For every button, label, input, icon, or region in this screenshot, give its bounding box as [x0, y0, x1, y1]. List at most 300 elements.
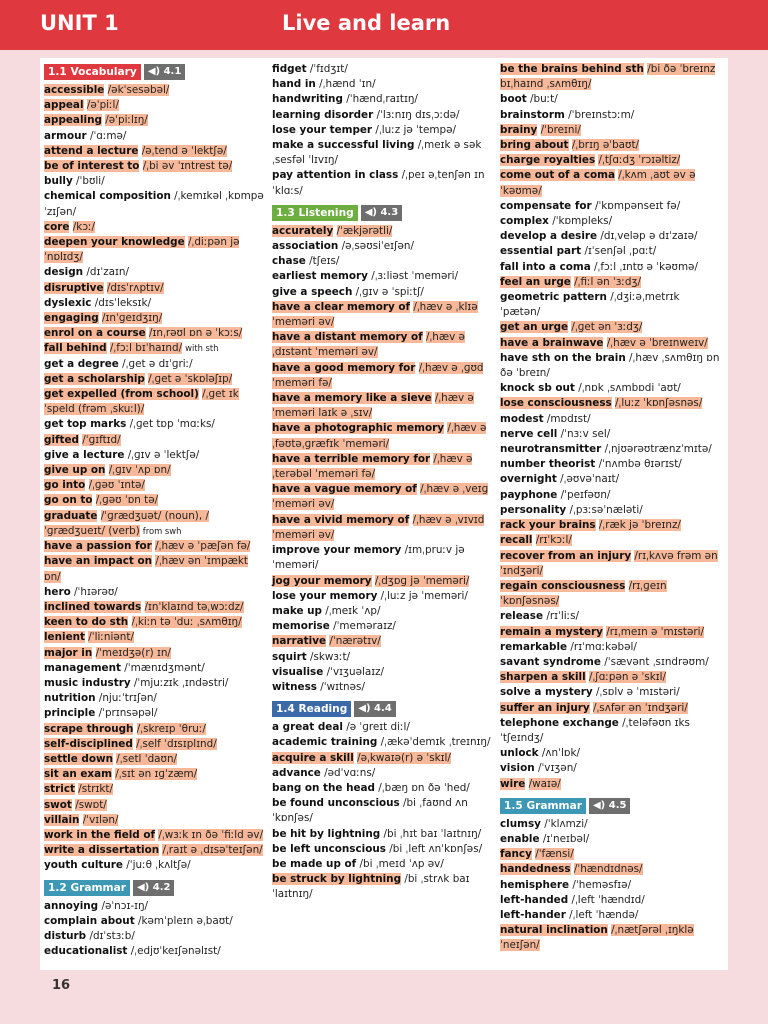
- vocab-pronunciation: /ˌmeɪk ə səkˌsesfəl ˈlɪvɪŋ/: [272, 139, 482, 167]
- wordlist-column-2: [272, 62, 494, 903]
- vocab-entry: [44, 509, 266, 539]
- vocab-pronunciation: /ˈmeməraɪz/: [333, 620, 396, 633]
- vocab-entry: [44, 706, 266, 721]
- vocab-word: handwriting: [272, 93, 343, 106]
- vocab-pronunciation: /rɪˈmɑːkəbəl/: [570, 640, 637, 653]
- vocab-word: develop a desire: [500, 230, 598, 243]
- vocab-pronunciation: /dɪˌveləp ə dɪˈzaɪə/: [600, 230, 698, 243]
- vocab-pronunciation: /ˌfɔːl bɪˈhaɪnd/: [109, 342, 183, 355]
- vocab-word: release: [500, 610, 544, 623]
- vocab-word: get a scholarship: [44, 372, 145, 385]
- vocab-entry: [44, 798, 266, 813]
- vocab-pronunciation: /ˌnætʃərəl ˌɪŋkləˈneɪʃən/: [500, 924, 694, 952]
- vocab-entry: [500, 153, 722, 168]
- vocab-word: neurotransmitter: [500, 443, 602, 456]
- section-header: [44, 880, 266, 896]
- vocab-pronunciation: /ˌhæv ə ˌveɪɡ ˈmeməri əv/: [272, 483, 489, 511]
- vocab-word: earliest memory: [272, 270, 368, 283]
- vocab-entry: [500, 609, 722, 624]
- vocab-pronunciation: /ɪnˌrəʊl ɒn ə ˈkɔːs/: [149, 327, 243, 340]
- vocab-pronunciation: /ˈklʌmzi/: [544, 817, 588, 830]
- vocab-pronunciation: /ˌnɒk ˌsʌmbɒdi ˈaʊt/: [578, 382, 681, 395]
- vocab-entry: [500, 472, 722, 487]
- vocab-word: scrape through: [44, 722, 134, 735]
- vocab-entry: [44, 98, 266, 113]
- unit-title: Live and learn: [282, 11, 451, 35]
- vocab-pronunciation: /əˈpiːlɪŋ/: [105, 114, 148, 127]
- vocab-entry: [44, 265, 266, 280]
- vocab-entry: [272, 766, 494, 781]
- vocab-word: handedness: [500, 863, 571, 876]
- audio-track-button[interactable]: [144, 64, 185, 80]
- vocab-word: improve your memory: [272, 544, 402, 557]
- vocab-word: compensate for: [500, 199, 592, 212]
- vocab-pronunciation: /ˈvɪlən/: [82, 813, 119, 826]
- vocab-entry: [500, 640, 722, 655]
- vocab-word: hero: [44, 585, 71, 598]
- vocab-word: armour: [44, 129, 87, 142]
- vocab-entry: [272, 77, 494, 92]
- vocab-word: complex: [500, 215, 549, 228]
- vocab-pronunciation: /ˌʃɑːpən ə ˈskɪl/: [588, 671, 667, 684]
- vocab-word: lose your memory: [272, 589, 378, 602]
- vocab-entry: [500, 442, 722, 457]
- vocab-entry: [272, 421, 494, 451]
- vocab-pronunciation: /swɒt/: [75, 798, 107, 811]
- vocab-entry: [44, 929, 266, 944]
- page-number: 16: [52, 978, 71, 993]
- vocab-word: brainy: [500, 123, 538, 136]
- vocab-pronunciation: /ˌɡəʊ ˈɒn tə/: [95, 494, 159, 507]
- vocab-pronunciation: /ˈɡrædʒuət/ (noun), /ˈɡrædʒueɪt/ (verb): [44, 509, 209, 537]
- vocab-entry: [44, 767, 266, 782]
- vocab-word: inclined towards: [44, 600, 142, 613]
- section-header: [272, 205, 494, 221]
- vocab-pronunciation: /ˌsʌfər ən ˈɪndʒəri/: [592, 701, 688, 714]
- vocab-word: squirt: [272, 650, 307, 663]
- vocab-entry: [272, 665, 494, 680]
- vocab-pronunciation: /əkˈsesəbəl/: [107, 84, 170, 96]
- vocab-pronunciation: /ˌhæv ə ˌvɪvɪd ˈmeməri əv/: [272, 513, 485, 541]
- vocab-word: nutrition: [44, 692, 96, 705]
- vocab-pronunciation: /ˌbæŋ ɒn ðə ˈhed/: [378, 781, 470, 794]
- vocab-word: music industry: [44, 676, 131, 689]
- vocab-pronunciation: /ʌnˈlɒk/: [541, 747, 580, 760]
- vocab-word: enrol on a course: [44, 327, 146, 340]
- vocab-pronunciation: /ˌdiːpən jə ˈnɒlɪdʒ/: [44, 236, 240, 264]
- vocab-entry: [44, 144, 266, 159]
- vocab-pronunciation: /ˌhænd ˈɪn/: [319, 78, 376, 91]
- vocab-pronunciation: /ˈlɜːnɪŋ dɪsˌɔːdə/: [376, 108, 460, 121]
- vocab-pronunciation: /ˌɡet tɒp ˈmɑːks/: [129, 418, 215, 431]
- vocab-entry: [272, 574, 494, 589]
- vocab-pronunciation: /rɪˌkʌvə frəm ən ˈɪndʒəri/: [500, 549, 718, 577]
- vocab-entry: [44, 372, 266, 387]
- vocab-word: strict: [44, 783, 75, 796]
- vocab-word: feel an urge: [500, 275, 571, 288]
- vocab-pronunciation: /waɪə/: [528, 777, 561, 790]
- vocab-entry: [272, 650, 494, 665]
- vocab-entry: [500, 62, 722, 92]
- vocab-entry: [500, 244, 722, 259]
- vocab-entry: [44, 843, 266, 858]
- vocab-entry: [44, 646, 266, 661]
- vocab-word: memorise: [272, 620, 330, 633]
- vocab-entry: [500, 518, 722, 533]
- vocab-word: unlock: [500, 747, 539, 760]
- vocab-entry: [272, 827, 494, 842]
- vocab-word: have a vague memory of: [272, 483, 417, 496]
- vocab-word: natural inclination: [500, 924, 608, 937]
- vocab-word: have a passion for: [44, 540, 152, 553]
- vocab-pronunciation: /ˌɡɪv ə ˈlektʃə/: [127, 448, 200, 461]
- vocab-entry: [272, 108, 494, 123]
- audio-track-number: 4.4: [374, 703, 392, 715]
- vocab-entry: [500, 229, 722, 244]
- vocab-entry: [44, 129, 266, 144]
- vocab-pronunciation: /ədˈvɑːns/: [324, 766, 376, 779]
- vocab-entry: [500, 412, 722, 427]
- vocab-word: be left unconscious: [272, 842, 386, 855]
- vocab-entry: [44, 493, 266, 508]
- vocab-entry: [272, 796, 494, 826]
- vocab-entry: [44, 691, 266, 706]
- vocab-word: appeal: [44, 99, 84, 112]
- vocab-entry: [44, 813, 266, 828]
- vocab-entry: [44, 220, 266, 235]
- vocab-entry: [500, 533, 722, 548]
- vocab-word: bang on the head: [272, 781, 375, 794]
- vocab-word: vision: [500, 762, 535, 775]
- vocab-entry: [44, 357, 266, 372]
- vocab-entry: [500, 746, 722, 761]
- vocab-pronunciation: /ɪmˌpruːv jə ˈmeməri/: [272, 544, 465, 572]
- vocab-pronunciation: /ˌkiːn tə ˈduː ˌsʌmθɪŋ/: [131, 616, 242, 629]
- vocab-entry: [272, 269, 494, 284]
- vocab-entry: [272, 680, 494, 695]
- vocab-pronunciation: /ˌɡet ən ˈɜːdʒ/: [571, 321, 643, 334]
- vocab-entry: [272, 482, 494, 512]
- vocab-entry: [44, 174, 266, 189]
- audio-track-button[interactable]: [589, 798, 630, 814]
- vocab-entry: [500, 108, 722, 123]
- vocab-word: visualise: [272, 665, 324, 678]
- vocab-pronunciation: /ɪnˈɡeɪdʒɪŋ/: [102, 312, 163, 325]
- vocab-pronunciation: /kɔː/: [72, 220, 96, 233]
- vocab-pronunciation: /ˈhɪərəʊ/: [74, 585, 118, 598]
- vocab-entry: [500, 817, 722, 832]
- vocab-word: chemical composition: [44, 190, 171, 203]
- vocab-word: charge royalties: [500, 154, 596, 167]
- vocab-word: knock sb out: [500, 382, 575, 395]
- vocab-pronunciation: /ˌbrɪŋ əˈbaʊt/: [571, 139, 640, 152]
- vocab-entry: [44, 417, 266, 432]
- vocab-pronunciation: /əˌsəʊsiˈeɪʃən/: [341, 240, 414, 253]
- vocab-pronunciation: /ˌhæv ə ˈbreɪnweɪv/: [606, 336, 708, 349]
- vocab-pronunciation: /ˌɡɪv ə ˈspiːtʃ/: [355, 285, 424, 298]
- vocab-entry: [500, 320, 722, 335]
- vocab-pronunciation: /ˌəʊvəˈnaɪt/: [560, 473, 620, 486]
- vocab-entry: [500, 168, 722, 198]
- vocab-pronunciation: /bi ˌstrʌk baɪ ˈlaɪtnɪŋ/: [272, 873, 470, 901]
- vocab-pronunciation: /ˌteləfəʊn ɪksˈtʃeɪndʒ/: [500, 716, 690, 744]
- vocab-entry: [500, 716, 722, 746]
- vocab-entry: [500, 336, 722, 351]
- vocab-entry: [500, 832, 722, 847]
- vocab-entry: [272, 619, 494, 634]
- vocab-pronunciation: /rɪˌmeɪn ə ˈmɪstəri/: [606, 625, 705, 638]
- vocab-word: complain about: [44, 914, 135, 927]
- vocab-pronunciation: /njuːˈtrɪʃən/: [98, 692, 157, 705]
- vocab-word: keen to do sth: [44, 616, 129, 629]
- vocab-entry: [500, 893, 722, 908]
- wordlist-column-1: [44, 62, 266, 959]
- vocab-pronunciation: /ˌleft ˈhændə/: [569, 908, 639, 921]
- vocab-word: dyslexic: [44, 296, 92, 309]
- vocab-pronunciation: /ˌhæv ə ˈpæʃən fə/: [155, 540, 251, 553]
- vocab-word: remarkable: [500, 640, 568, 653]
- vocab-pronunciation: /mɒdɪst/: [546, 412, 591, 425]
- vocab-word: nerve cell: [500, 427, 558, 440]
- section-label: 1.3 Listening: [272, 205, 358, 221]
- section-header: [44, 64, 266, 80]
- vocab-pronunciation: /ˈɑːmə/: [89, 129, 127, 142]
- section-label: 1.2 Grammar: [44, 880, 130, 896]
- vocab-entry: [44, 615, 266, 630]
- vocab-word: give a lecture: [44, 448, 125, 461]
- vocab-entry: [272, 123, 494, 138]
- vocab-entry: [272, 781, 494, 796]
- vocab-entry: [44, 311, 266, 326]
- vocab-pronunciation: /ˌself ˈdɪsɪplɪnd/: [136, 737, 217, 750]
- vocab-entry: [500, 670, 722, 685]
- vocab-word: hand in: [272, 78, 316, 91]
- vocab-pronunciation: /ˈkɒmpənseɪt fə/: [594, 199, 681, 212]
- vocab-pronunciation: /rɪˈliːs/: [546, 610, 580, 623]
- vocab-word: advance: [272, 766, 321, 779]
- vocab-word: geometric pattern: [500, 291, 607, 304]
- vocab-word: educationalist: [44, 945, 128, 958]
- vocab-pronunciation: /ˌtʃɑːdʒ ˈrɔɪəltiz/: [598, 154, 681, 167]
- vocab-entry: [44, 281, 266, 296]
- vocab-entry: [44, 828, 266, 843]
- vocab-entry: [44, 600, 266, 615]
- vocab-entry: [272, 224, 494, 239]
- vocab-pronunciation: /ˌɡet ɪkˈspeld (frəm ˌskuːl)/: [44, 388, 239, 416]
- vocab-word: payphone: [500, 488, 558, 501]
- vocab-word: have a vivid memory of: [272, 513, 410, 526]
- vocab-entry: [44, 113, 266, 128]
- vocab-word: annoying: [44, 899, 99, 912]
- vocab-entry: [272, 285, 494, 300]
- vocab-word: write a dissertation: [44, 844, 160, 857]
- vocab-word: appealing: [44, 114, 102, 127]
- vocab-entry: [500, 908, 722, 923]
- vocab-word: be made up of: [272, 857, 357, 870]
- vocab-word: left-hander: [500, 908, 566, 921]
- vocab-pronunciation: /bi ˌhɪt baɪ ˈlaɪtnɪŋ/: [383, 827, 482, 840]
- vocab-entry: [500, 199, 722, 214]
- vocab-word: a great deal: [272, 721, 343, 734]
- vocab-pronunciation: /rɪˈkɔːl/: [535, 534, 572, 547]
- wordlist-panel: [40, 58, 728, 970]
- vocab-entry: [500, 503, 722, 518]
- section-label: 1.4 Reading: [272, 701, 351, 717]
- vocab-word: attend a lecture: [44, 144, 139, 157]
- vocab-pronunciation: /ˌraɪt ə ˌdɪsəˈteɪʃən/: [162, 844, 263, 857]
- vocab-pronunciation: /ˌwɜːk ɪn ðə ˈfiːld əv/: [158, 828, 264, 841]
- vocab-entry: [272, 604, 494, 619]
- vocab-entry: [500, 457, 722, 472]
- vocab-entry: [500, 92, 722, 107]
- vocab-word: recover from an injury: [500, 549, 632, 562]
- vocab-pronunciation: /əˌtend ə ˈlektʃə/: [141, 144, 227, 157]
- vocab-entry: [272, 872, 494, 902]
- audio-track-button[interactable]: [133, 880, 174, 896]
- vocab-entry: [44, 433, 266, 448]
- vocab-entry: [500, 427, 722, 442]
- vocab-entry: [272, 239, 494, 254]
- vocab-entry: [272, 842, 494, 857]
- vocab-pronunciation: /ˌedjʊˈkeɪʃənəlɪst/: [130, 945, 221, 958]
- vocab-word: fall into a coma: [500, 260, 591, 273]
- wordlist-column-3: [500, 62, 722, 954]
- vocab-pronunciation: /ˌræk jə ˈbreɪnz/: [598, 519, 681, 532]
- vocab-pronunciation: /ˌdʒiːəˌmetrɪk ˈpætən/: [500, 291, 680, 319]
- vocab-entry: [44, 630, 266, 645]
- vocab-word: accessible: [44, 84, 105, 96]
- vocab-pronunciation: /bi ˌfaʊnd ʌnˈkɒnʃəs/: [272, 797, 468, 825]
- vocab-entry: [500, 351, 722, 381]
- vocab-pronunciation: /ə ˈɡreɪt diːl/: [346, 721, 410, 734]
- vocab-entry: [44, 676, 266, 691]
- vocab-pronunciation: /ˈvɪʒən/: [537, 762, 577, 775]
- vocab-word: get expelled (from school): [44, 388, 199, 401]
- vocab-entry: [44, 737, 266, 752]
- vocab-word: self-disciplined: [44, 737, 133, 750]
- vocab-pronunciation: /ˌhæv ə ˌɡʊd ˈmeməri fə/: [272, 361, 484, 389]
- vocab-entry: [44, 296, 266, 311]
- vocab-word: remain a mystery: [500, 625, 603, 638]
- vocab-entry: [272, 513, 494, 543]
- vocab-entry: [500, 862, 722, 877]
- vocab-pronunciation: /ˌdʒɒɡ jə ˈmeməri/: [374, 574, 470, 587]
- vocab-word: go into: [44, 479, 86, 492]
- vocab-pronunciation: /dɪˈzaɪn/: [86, 266, 129, 279]
- vocab-word: swot: [44, 798, 72, 811]
- vocab-word: sit an exam: [44, 768, 112, 781]
- vocab-word: principle: [44, 707, 96, 720]
- vocab-word: disruptive: [44, 281, 104, 294]
- vocab-word: go on to: [44, 494, 93, 507]
- audio-track-number: 4.1: [163, 66, 182, 77]
- vocab-word: lose consciousness: [500, 397, 612, 410]
- vocab-entry: [44, 341, 266, 356]
- vocab-word: left-handed: [500, 893, 569, 906]
- vocab-word: suffer an injury: [500, 701, 590, 714]
- vocab-word: sharpen a skill: [500, 671, 586, 684]
- vocab-word: fidget: [272, 63, 307, 75]
- vocab-pronunciation: /ˈmænɪdʒmənt/: [124, 661, 205, 674]
- vocab-pronunciation: /ˌluːz ˈkɒnʃəsnəs/: [615, 397, 703, 410]
- vocab-pronunciation: /buːt/: [530, 93, 558, 106]
- vocab-pronunciation: /əˈpiːl/: [86, 99, 119, 112]
- vocab-entry: [272, 168, 494, 198]
- vocab-word: fall behind: [44, 342, 107, 355]
- vocab-entry: [272, 92, 494, 107]
- vocab-word: fancy: [500, 848, 532, 861]
- vocab-word: have an impact on: [44, 555, 152, 568]
- vocab-pronunciation: /ˌfɔːl ˌɪntʊ ə ˈkəʊmə/: [594, 260, 698, 273]
- vocab-entry: [272, 589, 494, 604]
- vocab-word: come out of a coma: [500, 169, 615, 182]
- vocab-pronunciation: /ˈhændˌraɪtɪŋ/: [346, 93, 418, 106]
- vocab-pronunciation: /ˌhæv ən ˈɪmpækt ɒn/: [44, 555, 248, 583]
- vocab-entry: [44, 944, 266, 959]
- vocab-word: be struck by lightning: [272, 873, 402, 886]
- audio-track-button[interactable]: [354, 701, 395, 717]
- vocab-pronunciation: /ˈliːniənt/: [88, 631, 134, 644]
- vocab-entry: [500, 625, 722, 640]
- audio-track-button[interactable]: [361, 205, 402, 221]
- vocab-entry: [272, 735, 494, 750]
- vocab-word: bring about: [500, 139, 569, 152]
- vocab-pronunciation: /bi ˌmeɪd ˈʌp əv/: [359, 857, 444, 870]
- vocab-word: have a memory like a sieve: [272, 392, 432, 405]
- vocab-entry: [272, 391, 494, 421]
- audio-track-number: 4.3: [380, 206, 399, 218]
- vocab-pronunciation: /ˈsævənt ˌsɪndrəʊm/: [604, 655, 709, 668]
- vocab-pronunciation: /ˌɡɪv ˈʌp ɒn/: [108, 464, 171, 477]
- vocab-entry: [44, 326, 266, 341]
- vocab-entry: [272, 330, 494, 360]
- vocab-pronunciation: /ɪnˈklaɪnd təˌwɔːdz/: [144, 600, 244, 613]
- vocab-word: get a degree: [44, 357, 119, 370]
- vocab-entry: [44, 387, 266, 417]
- vocab-entry: [44, 235, 266, 265]
- vocab-word: youth culture: [44, 859, 123, 872]
- vocab-pronunciation: /ˈfɪdʒɪt/: [309, 63, 348, 75]
- vocab-word: enable: [500, 832, 540, 845]
- vocab-word: lose your temper: [272, 123, 373, 136]
- vocab-pronunciation: /ˌsetl ˈdaʊn/: [116, 752, 178, 765]
- vocab-pronunciation: /ˌluːz jə ˈtempə/: [375, 123, 456, 136]
- vocab-pronunciation: /bi ˌleft ʌnˈkɒnʃəs/: [389, 842, 483, 855]
- vocab-pronunciation: /əˌkwaɪə(r) ə ˈskɪl/: [357, 751, 451, 764]
- vocab-pronunciation: /ˈvɪʒuəlaɪz/: [326, 665, 385, 678]
- vocab-entry: [500, 761, 722, 776]
- vocab-word: personality: [500, 503, 567, 516]
- vocab-word: have a clear memory of: [272, 300, 411, 313]
- vocab-entry: [44, 83, 266, 98]
- vocab-word: make a successful living: [272, 139, 415, 152]
- vocab-word: give up on: [44, 464, 106, 477]
- vocab-word: witness: [272, 680, 317, 693]
- vocab-pronunciation: /ˈɡɪftɪd/: [82, 433, 121, 446]
- vocab-word: get an urge: [500, 321, 569, 334]
- vocab-pronunciation: /ˌhæv ə ˌterəbəl ˈmeməri fə/: [272, 452, 473, 481]
- vocab-pronunciation: /ˌpɜːsəˈnæləti/: [569, 503, 643, 516]
- speaker-icon: ◀): [358, 703, 375, 715]
- vocab-pronunciation: /ˈnærətɪv/: [329, 635, 381, 648]
- vocab-entry: [272, 543, 494, 573]
- vocab-pronunciation: /rɪˌɡeɪn ˈkɒnʃəsnəs/: [500, 579, 667, 608]
- vocab-word: give a speech: [272, 285, 353, 298]
- vocab-pronunciation: /ˌækəˈdemɪk ˌtreɪnɪŋ/: [380, 736, 491, 749]
- vocab-pronunciation: /ˈheməsfɪə/: [572, 878, 632, 891]
- vocab-word: be found unconscious: [272, 797, 400, 810]
- vocab-pronunciation: /ɪˈsenʃəl ˌpɑːt/: [584, 245, 657, 258]
